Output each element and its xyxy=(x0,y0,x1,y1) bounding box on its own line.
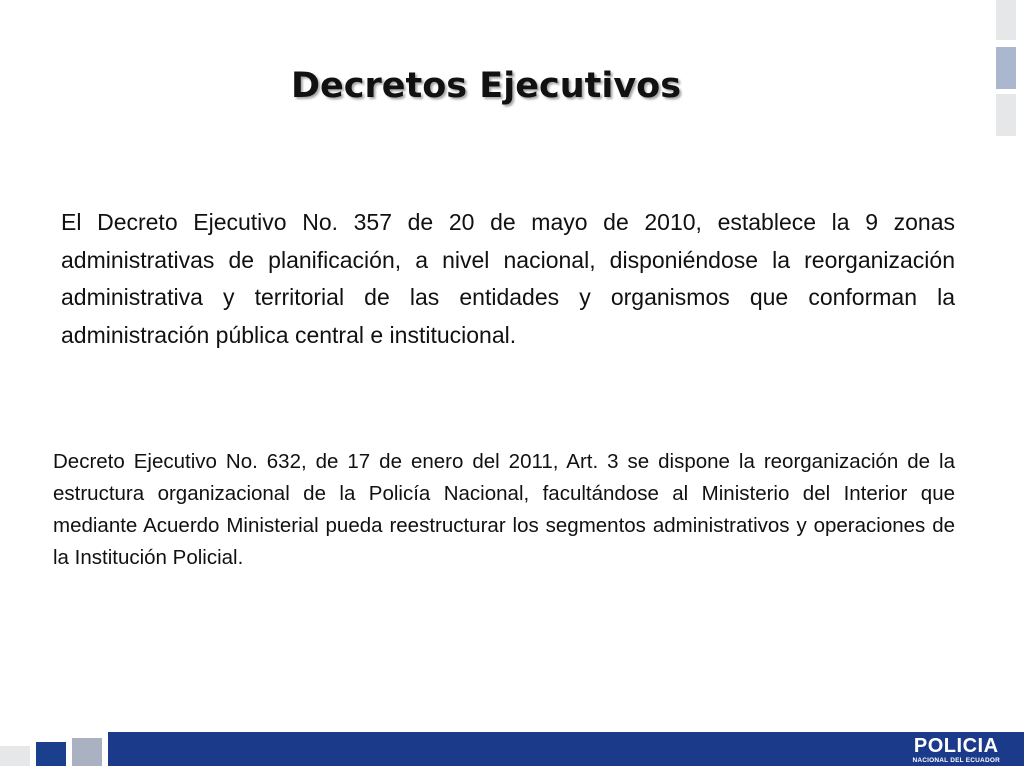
decorative-square-middle xyxy=(996,47,1016,89)
decorative-square-top xyxy=(996,0,1016,40)
logo-main-text: POLICIA xyxy=(913,735,999,757)
footer-square-blue xyxy=(36,742,66,766)
paragraph-decreto-632: Decreto Ejecutivo No. 632, de 17 de enero del 2011, Art. 3 se dispone la reorganización de la estructura organizacional de la Policía Nacional, facultándose al Ministerio del Interior que mediante Acuerdo Ministerial pueda reestructurar los segmentos administrativos y operaciones de la Institución Policial. xyxy=(53,450,955,569)
footer-decorative-squares xyxy=(0,736,110,766)
paragraph-decreto-357: El Decreto Ejecutivo No. 357 de 20 de mayo de 2010, establece la 9 zonas administrativas de planificación, a nivel nacional, disponiéndose la reorganización administrativa y territorial de las entidades y organismos que conforman la administración pública central e institucional. xyxy=(61,209,955,348)
footer-square-gray xyxy=(72,738,102,766)
policia-logo xyxy=(912,735,1000,765)
logo-sub-text: NACIONAL DEL ECUADOR xyxy=(912,757,1000,764)
footer-square-light xyxy=(0,746,30,766)
decorative-square-bottom xyxy=(996,94,1016,136)
slide-title: Decretos Ejecutivos xyxy=(290,66,682,106)
footer-bar xyxy=(108,732,1024,766)
